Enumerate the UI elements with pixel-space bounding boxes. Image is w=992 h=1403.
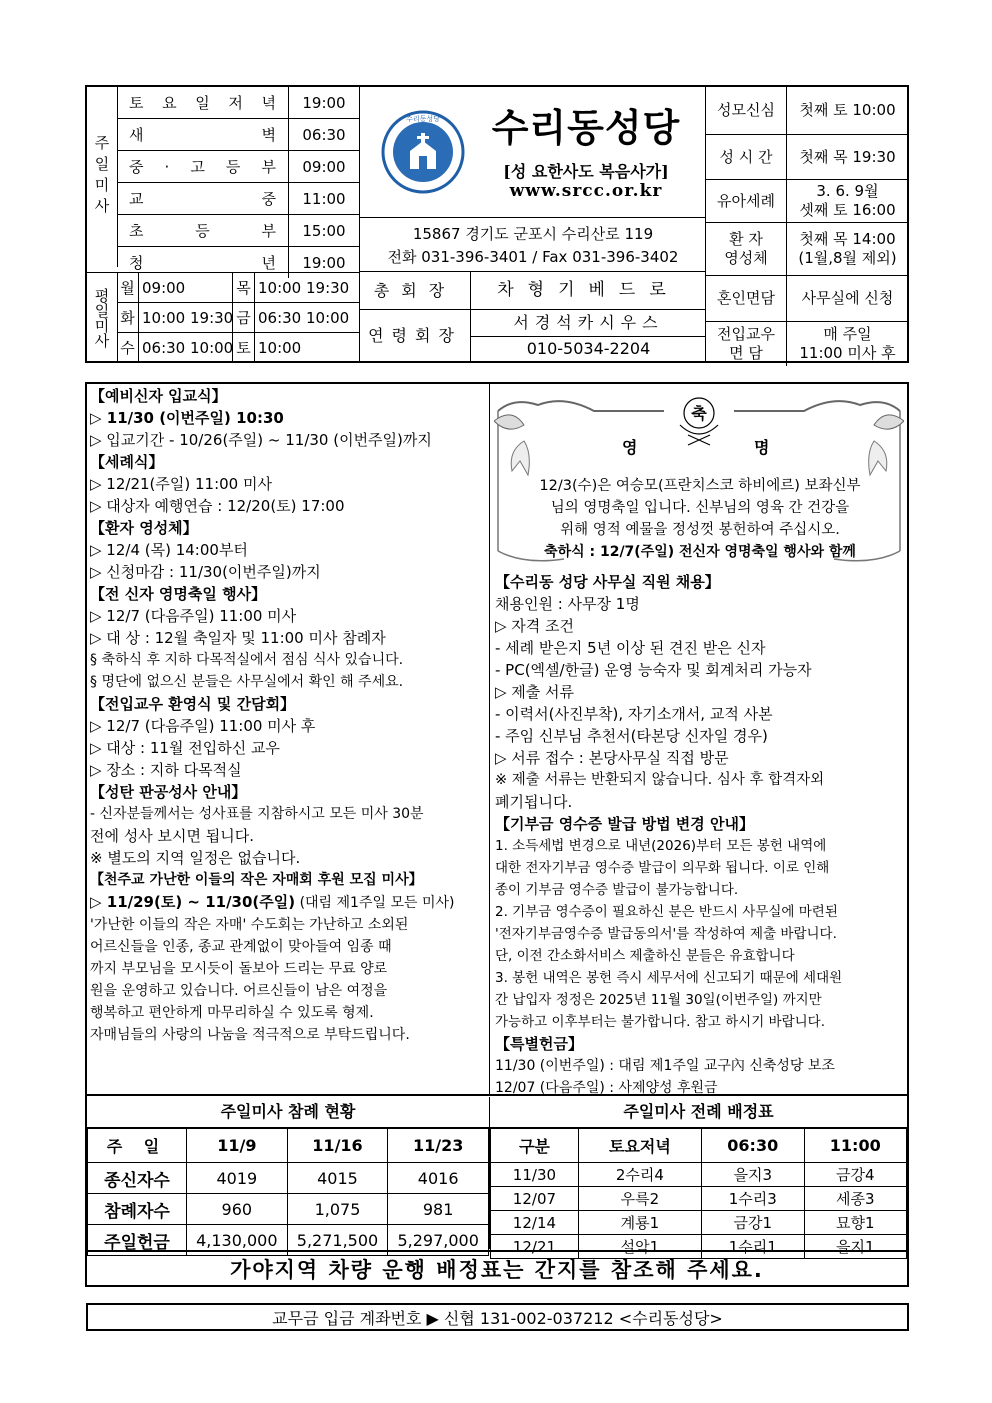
sisters-line: 어르신들을 인종, 종교 관계없이 맞아들여 임종 때 — [90, 939, 392, 955]
sunday-mass-name: 초 등 부 — [117, 215, 289, 246]
info-label: 성모신심 — [706, 87, 787, 134]
receipt-line: 대한 전자기부금 영수증 발급이 의무화 됩니다. 이로 인해 — [495, 860, 830, 876]
sunday-mass-time: 11:00 — [302, 189, 346, 208]
hire-line: ▷ 서류 접수 : 본당사무실 직접 방문 — [495, 749, 729, 767]
info-label: 유아세례 — [706, 180, 787, 222]
sunday-mass-row — [117, 151, 359, 183]
sisters-title: 【천주교 가난한 이들의 작은 자매회 후원 모집 미사】 — [90, 872, 423, 888]
weekday-time: 10:00 — [258, 338, 302, 357]
sisters-line: '가난한 이들의 작은 자매' 수도회는 가난하고 소외된 — [90, 917, 409, 933]
attendance-row — [88, 1163, 489, 1194]
attendance-cell: 981 — [388, 1194, 489, 1225]
church-logo — [380, 109, 466, 195]
left-column — [90, 385, 486, 1046]
church-patron: [성 요한사도 복음사가] — [503, 162, 669, 181]
feast-line: 위해 영적 예물을 정성껏 봉헌하여 주십시오. — [560, 522, 840, 538]
info-value: 첫째 목 19:30 — [799, 147, 896, 166]
hire-line: - 세례 받은지 5년 이상 된 견진 받은 신자 — [495, 639, 766, 657]
liturgy-cell: 1수리3 — [702, 1187, 804, 1211]
info-row — [706, 87, 908, 135]
attendance-cell: 4019 — [187, 1163, 288, 1194]
confession-line: 전에 성사 보시면 됩니다. — [90, 827, 254, 845]
church-name: 수리동성당 — [491, 106, 681, 150]
info-row — [706, 322, 908, 366]
nameday-title: 【전 신자 영명축일 행사】 — [90, 585, 267, 603]
church-address-block — [359, 217, 706, 271]
liturgy-cell: 12/14 — [491, 1211, 579, 1235]
president-label: 총회장 — [360, 272, 471, 310]
sisters-line: 자매님들의 사랑의 나눔을 적극적으로 부탁드립니다. — [90, 1027, 410, 1043]
confession-line: - 신자분들께서는 성사표를 지참하시고 모든 미사 30분 — [90, 806, 424, 822]
baptism-line: ▷ 12/21(주일) 11:00 미사 — [90, 475, 272, 493]
liturgy-cell: 11/30 — [491, 1163, 579, 1187]
attendance-cell: 5,297,000 — [388, 1225, 489, 1256]
sunday-mass-time: 19:00 — [302, 253, 346, 272]
liturgy-header-cell: 구분 — [491, 1129, 579, 1163]
sunday-mass-row — [117, 183, 359, 215]
hire-line: ▷ 제출 서류 — [495, 683, 575, 701]
weekday-mass-label: 평일미사 — [92, 287, 111, 348]
weekday-mass-list — [117, 272, 359, 362]
liturgy-cell: 계룡1 — [578, 1211, 701, 1235]
sunday-mass-label-box — [87, 87, 118, 267]
special-line: 12/07 (다음주일) : 사제양성 후원금 — [495, 1080, 718, 1096]
weekday-day: 화 — [117, 303, 139, 332]
attendance-cell: 5,271,500 — [287, 1225, 388, 1256]
sick-line: ▷ 신청마감 : 11/30(이번주일)까지 — [90, 563, 321, 581]
sunday-mass-time: 19:00 — [302, 93, 346, 112]
church-url[interactable]: www.srcc.or.kr — [509, 181, 663, 201]
receipt-title: 【기부금 영수증 발급 방법 변경 안내】 — [495, 815, 754, 833]
liturgy-title: 주일미사 전례 배정표 — [490, 1097, 907, 1128]
receipt-line: 가능하고 이후부터는 불가합니다. 참고 하시기 바랍니다. — [495, 1014, 825, 1030]
vehicle-notice: 가야지역 차량 운행 배정표는 간지를 참조해 주세요. — [87, 1250, 907, 1288]
weekday-time: 06:30 10:00 — [139, 333, 233, 362]
right-column — [495, 571, 905, 1099]
info-label: 혼인면담 — [706, 276, 787, 321]
weekday-mass-row — [117, 273, 359, 303]
hire-line: - 주임 신부님 추천서(타본당 신자일 경우) — [495, 727, 768, 745]
sunday-mass-row — [117, 215, 359, 247]
weekday-day: 토 — [233, 333, 255, 362]
nameday-line: § 축하식 후 지하 다목적실에서 점심 식사 있습니다. — [90, 652, 404, 668]
catechumen-title: 【예비신자 입교식】 — [90, 387, 227, 405]
info-column — [705, 87, 908, 361]
sunday-mass-row — [117, 87, 359, 119]
liturgy-cell: 금강4 — [804, 1163, 907, 1187]
nameday-line: ▷ 대 상 : 12월 축일자 및 11:00 미사 참례자 — [90, 629, 386, 647]
liturgy-cell: 을지3 — [702, 1163, 804, 1187]
sunday-mass-name: 새 벽 — [117, 119, 289, 150]
feast-title-1: 영 — [622, 438, 638, 457]
welcome-line: ▷ 대상 : 11월 전입하신 교우 — [90, 739, 280, 757]
feast-line: 축하식 : 12/7(주일) 전신자 영명축일 행사와 함께 — [544, 544, 856, 560]
info-row — [706, 276, 908, 322]
logo-text: 수리동성당 — [406, 115, 440, 123]
weekday-mass-label-box — [87, 272, 118, 362]
feast-line: 님의 영명축일 입니다. 신부님의 영육 간 건강을 — [550, 500, 850, 516]
info-value: 첫째 토 10:00 — [799, 101, 896, 119]
special-line: 11/30 (이번주일) : 대림 제1주일 교구內 신축성당 보조 — [495, 1058, 835, 1074]
sisters-line: 원을 운영하고 있습니다. 어르신들이 남은 여정을 — [90, 983, 388, 999]
sisters-line: 행복하고 편안하게 마무리하실 수 있도록 형제. — [90, 1005, 374, 1021]
attendance-cell: 4,130,000 — [187, 1225, 288, 1256]
feast-title-2: 명 — [754, 438, 770, 457]
sisters-date: ▷ 11/29(토) ~ 11/30(주일) — [90, 893, 296, 911]
info-value: 매 주일 11:00 미사 후 — [799, 325, 896, 362]
attendance-cell: 주일헌금 — [88, 1225, 187, 1256]
sunday-mass-name: 토 요 일 저 녁 — [117, 87, 289, 118]
attendance-cell: 1,075 — [287, 1194, 388, 1225]
info-label: 전입교우 면 담 — [706, 322, 787, 366]
sick-title: 【환자 영성체】 — [90, 519, 198, 537]
tables-divider — [489, 1097, 490, 1249]
liturgy-cell: 세종3 — [804, 1187, 907, 1211]
weekday-mass-row — [117, 303, 359, 333]
welcome-line: ▷ 12/7 (다음주일) 11:00 미사 후 — [90, 717, 316, 735]
confession-title: 【성탄 판공성사 안내】 — [90, 783, 247, 801]
liturgy-table — [490, 1097, 907, 1259]
liturgy-cell: 1수리1 — [702, 1235, 804, 1259]
nameday-line: § 명단에 없으신 분들은 사무실에서 확인 해 주세요. — [90, 674, 404, 690]
weekday-time: 09:00 — [139, 273, 233, 302]
hire-line: - PC(엑셀/한글) 운영 능숙자 및 회계처리 가능자 — [495, 661, 812, 679]
sisters-date-note: (대림 제1주일 모든 미사) — [295, 895, 455, 911]
feast-line: 12/3(수)은 여승모(프란치스코 하비에르) 보좌신부 — [539, 478, 861, 494]
liturgy-cell: 12/07 — [491, 1187, 579, 1211]
attendance-table — [87, 1097, 489, 1256]
feast-text — [508, 475, 892, 563]
attendance-header-cell: 11/23 — [388, 1129, 489, 1163]
attendance-cell: 종신자수 — [88, 1163, 187, 1194]
attendance-cell: 참례자수 — [88, 1194, 187, 1225]
receipt-line: 2. 기부금 영수증이 필요하신 분은 반드시 사무실에 마련된 — [495, 904, 838, 920]
sunday-mass-list — [117, 87, 359, 273]
weekday-time: 10:00 19:30 — [139, 303, 233, 332]
sisters-line: 까지 부모님을 모시듯이 돌보아 드리는 무료 양로 — [90, 961, 388, 977]
info-label: 환 자 영성체 — [706, 223, 787, 275]
nameday-line: ▷ 12/7 (다음주일) 11:00 미사 — [90, 607, 297, 625]
liturgy-cell: 설악1 — [578, 1235, 701, 1259]
liturgy-row — [491, 1163, 907, 1187]
weekday-day: 목 — [233, 273, 255, 302]
attendance-header-cell: 11/9 — [187, 1129, 288, 1163]
officers-block — [359, 271, 706, 362]
receipt-line: 단, 이전 간소화서비스 제출하신 분들은 유효합니다 — [495, 948, 795, 964]
feast-badge: 축 — [691, 404, 707, 423]
sisters-date-line — [90, 891, 486, 914]
church-address: 15867 경기도 군포시 수리산로 119 — [412, 225, 654, 243]
receipt-line: 3. 봉헌 내역은 봉헌 즉시 세무서에 신고되기 때문에 세대원 — [495, 970, 843, 986]
baptism-title: 【세례식】 — [90, 453, 164, 471]
receipt-line: '전자기부금영수증 발급동의서'를 작성하여 제출 바랍니다. — [495, 926, 837, 942]
liturgy-header-cell: 토요저녁 — [578, 1129, 701, 1163]
info-label: 성 시 간 — [706, 135, 787, 179]
attendance-cell: 4015 — [287, 1163, 388, 1194]
confession-line: ※ 별도의 지역 일정은 없습니다. — [90, 849, 301, 867]
special-title: 【특별헌금】 — [495, 1035, 583, 1053]
attendance-row — [88, 1194, 489, 1225]
attendance-grid — [87, 1128, 489, 1256]
league-label: 연령회장 — [360, 310, 471, 362]
church-block — [359, 87, 706, 218]
liturgy-row — [491, 1211, 907, 1235]
attendance-header-cell: 주 일 — [88, 1129, 187, 1163]
account-box: 교무금 입금 계좌번호 ▶ 신협 131-002-037212 <수리동성당> — [86, 1303, 909, 1331]
weekday-day: 월 — [117, 273, 139, 302]
league-name: 서경석카시우스 — [471, 310, 706, 337]
attendance-header-cell: 11/16 — [287, 1129, 388, 1163]
hire-line: - 이력서(사진부착), 자기소개서, 교적 사본 — [495, 705, 773, 723]
catechumen-line: ▷ 입교기간 - 10/26(주일) ~ 11/30 (이번주일)까지 — [90, 431, 432, 449]
sunday-mass-label: 주일미사 — [92, 135, 111, 219]
liturgy-cell: 묘향1 — [804, 1211, 907, 1235]
sunday-mass-time: 09:00 — [302, 157, 346, 176]
sunday-mass-row — [117, 119, 359, 151]
league-phone: 010-5034-2204 — [526, 339, 651, 358]
feast-box — [494, 391, 904, 568]
sunday-mass-time: 06:30 — [302, 125, 346, 144]
info-row — [706, 223, 908, 276]
receipt-line: 종이 기부금 영수증 발급이 불가능합니다. — [495, 882, 739, 898]
sunday-mass-time: 15:00 — [302, 221, 346, 240]
president-name: 차형기베드로 — [471, 272, 706, 310]
weekday-time: 10:00 19:30 — [258, 278, 350, 297]
sick-line: ▷ 12/4 (목) 14:00부터 — [90, 541, 248, 559]
liturgy-header-cell: 06:30 — [702, 1129, 804, 1163]
liturgy-grid — [490, 1128, 907, 1259]
welcome-title: 【전입교우 환영식 및 간담회】 — [90, 695, 296, 713]
info-value: 3. 6. 9월 셋째 토 16:00 — [799, 182, 896, 219]
receipt-line: 간 납입자 정정은 2025년 11월 30일(이번주일) 까지만 — [495, 992, 822, 1008]
info-row — [706, 180, 908, 223]
sunday-mass-name: 청 년 — [117, 247, 289, 278]
weekday-time: 06:30 10:00 — [258, 308, 350, 327]
liturgy-cell: 2수리4 — [578, 1163, 701, 1187]
liturgy-cell: 을지1 — [804, 1235, 907, 1259]
sunday-mass-name: 중 · 고 등 부 — [117, 151, 289, 182]
info-value: 사무실에 신청 — [801, 289, 894, 307]
baptism-line: ▷ 대상자 예행연습 : 12/20(토) 17:00 — [90, 497, 345, 515]
attendance-cell: 4016 — [388, 1163, 489, 1194]
receipt-line: 1. 소득세법 변경으로 내년(2026)부터 모든 봉헌 내역에 — [495, 838, 827, 854]
attendance-title: 주일미사 참례 현황 — [87, 1097, 489, 1128]
body-divider — [489, 384, 490, 1094]
weekday-day: 수 — [117, 333, 139, 362]
hire-title: 【수리동 성당 사무실 직원 채용】 — [495, 573, 720, 591]
liturgy-cell: 12/21 — [491, 1235, 579, 1259]
liturgy-row — [491, 1187, 907, 1211]
weekday-day: 금 — [233, 303, 255, 332]
info-value: 첫째 목 14:00 (1월,8월 제외) — [798, 230, 897, 267]
church-phone: 전화 031-396-3401 / Fax 031-396-3402 — [387, 248, 679, 266]
liturgy-cell: 우륵2 — [578, 1187, 701, 1211]
hire-line: 채용인원 : 사무장 1명 — [495, 595, 640, 613]
weekday-mass-row — [117, 333, 359, 362]
attendance-header-row — [88, 1129, 489, 1163]
liturgy-header-row — [491, 1129, 907, 1163]
hire-line: 폐기됩니다. — [495, 793, 573, 811]
sunday-mass-name: 교 중 — [117, 183, 289, 214]
attendance-cell: 960 — [187, 1194, 288, 1225]
hire-line: ※ 제출 서류는 반환되지 않습니다. 심사 후 합격자외 — [495, 772, 825, 788]
info-row — [706, 135, 908, 180]
hire-line: ▷ 자격 조건 — [495, 617, 575, 635]
liturgy-cell: 금강1 — [702, 1211, 804, 1235]
catechumen-line: ▷ 11/30 (이번주일) 10:30 — [90, 409, 284, 427]
welcome-line: ▷ 장소 : 지하 다목적실 — [90, 761, 242, 779]
liturgy-header-cell: 11:00 — [804, 1129, 907, 1163]
